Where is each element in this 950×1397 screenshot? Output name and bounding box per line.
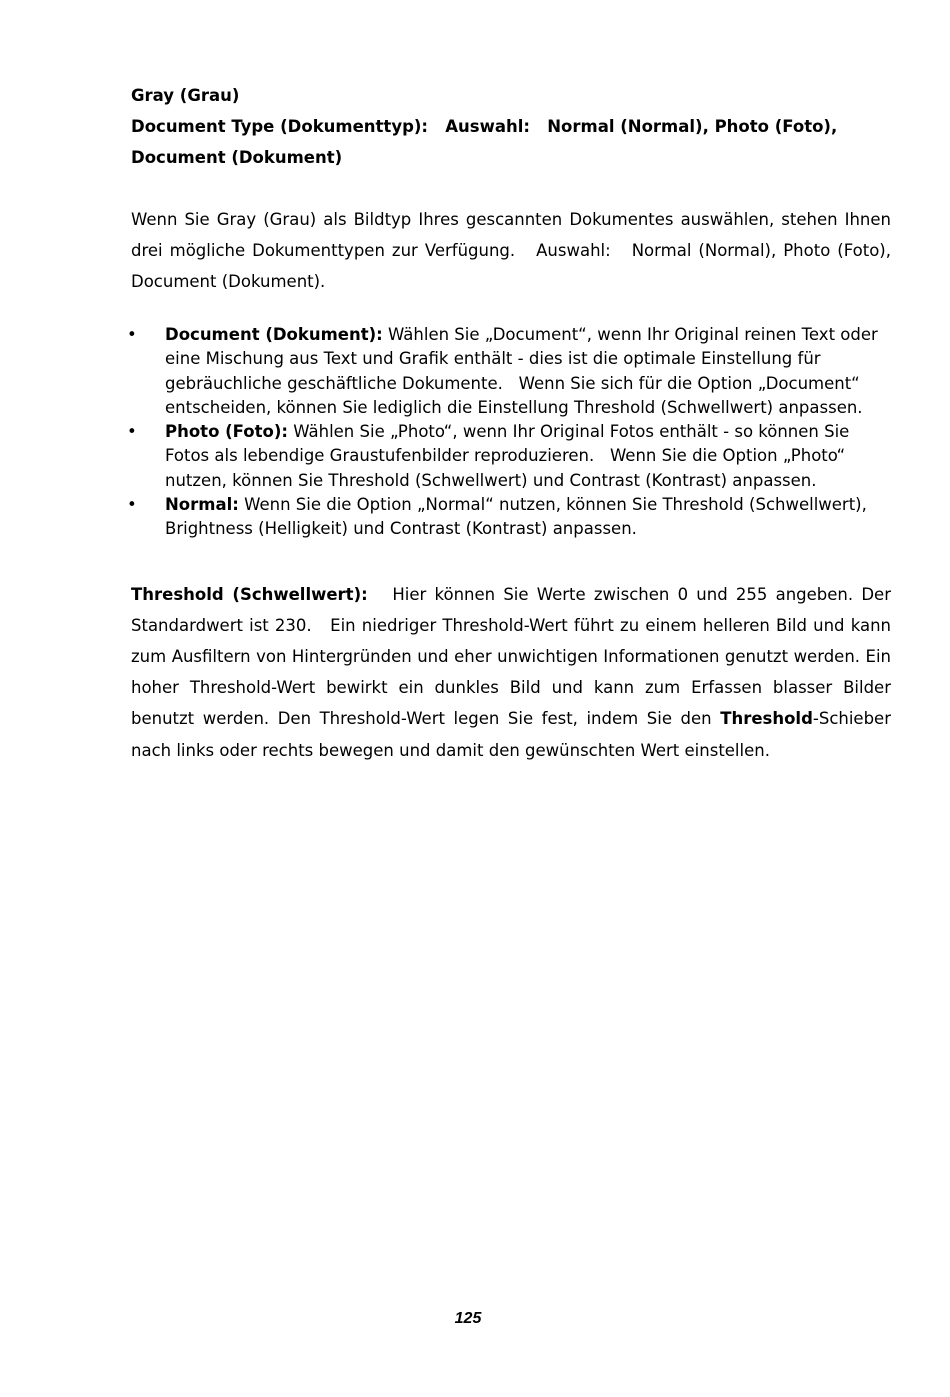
options-line-2: Document (Dokument) <box>131 148 343 167</box>
bullet-text: Wählen Sie „Document“, wenn Ihr Original reinen Text oder eine Mischung aus Text und Grafik enthält - dies ist die optimale Einstellung für gebräuchliche geschäftliche Dokumente. Wenn Sie sich für die Option „Document“ entscheiden, können Sie lediglich die Einstellung Threshold (Schwellwert) anpassen. <box>165 325 884 417</box>
document-type-list <box>127 323 891 542</box>
document-type-line <box>131 111 891 173</box>
list-item-photo <box>127 420 891 493</box>
threshold-text-2: -Schieber nach links oder rechts bewegen und damit den gewünschten Wert einstellen. <box>131 709 897 760</box>
bullet-term: Normal: <box>165 495 239 515</box>
page-number: 125 <box>454 1310 482 1327</box>
bullet-text: Wenn Sie die Option „Normal“ nutzen, können Sie Threshold (Schwellwert), Brightness (Helligkeit) und Contrast (Kontrast) anpassen. <box>165 495 873 539</box>
bullet-icon: • <box>127 422 137 442</box>
bullet-icon: • <box>127 325 137 344</box>
document-type-label: Document Type (Dokumenttyp): <box>131 117 429 136</box>
list-item-document <box>127 323 891 420</box>
bullet-text: Wählen Sie „Photo“, wenn Ihr Original Fotos enthält - so können Sie Fotos als lebendige Graustufenbilder reproduzieren. Wenn Sie die Option „Photo“ nutzen, können Sie Threshold (Schwellwert) und Contrast (Kontrast) anpassen. <box>165 422 855 490</box>
bullet-term: Document (Dokument): <box>165 325 383 344</box>
options-line-1: Normal (Normal), Photo (Foto), <box>547 117 838 136</box>
threshold-slider-name: Threshold <box>720 709 813 729</box>
list-item-normal <box>127 493 891 542</box>
threshold-paragraph <box>131 579 897 766</box>
threshold-text-1: Hier können Sie Werte zwischen 0 und 255 angeben. Der Standardwert ist 230. Ein niedriger Threshold-Wert führt zu einem helleren Bild und kann zum Ausfiltern von Hintergründen und eher unwichtigen Informationen genutzt werden. Ein hoher Threshold-Wert bewirkt ein dunkles Bild und kann zum Erfassen blasser Bilder benutzt werden. Den Threshold-Wert legen Sie fest, indem Sie den <box>131 584 897 729</box>
intro-paragraph: Wenn Sie Gray (Grau) als Bildtyp Ihres gescannten Dokumentes auswählen, stehen Ihnen drei mögliche Dokumenttypen zur Verfügung. Auswahl: Normal (Normal), Photo (Foto), Document (Dokument). <box>131 210 897 291</box>
threshold-term: Threshold (Schwellwert): <box>131 584 368 604</box>
choice-label: Auswahl: <box>445 117 530 136</box>
section-heading: Gray (Grau) <box>131 86 240 105</box>
bullet-icon: • <box>127 495 137 515</box>
document-page <box>127 80 897 766</box>
bullet-term: Photo (Foto): <box>165 422 288 442</box>
